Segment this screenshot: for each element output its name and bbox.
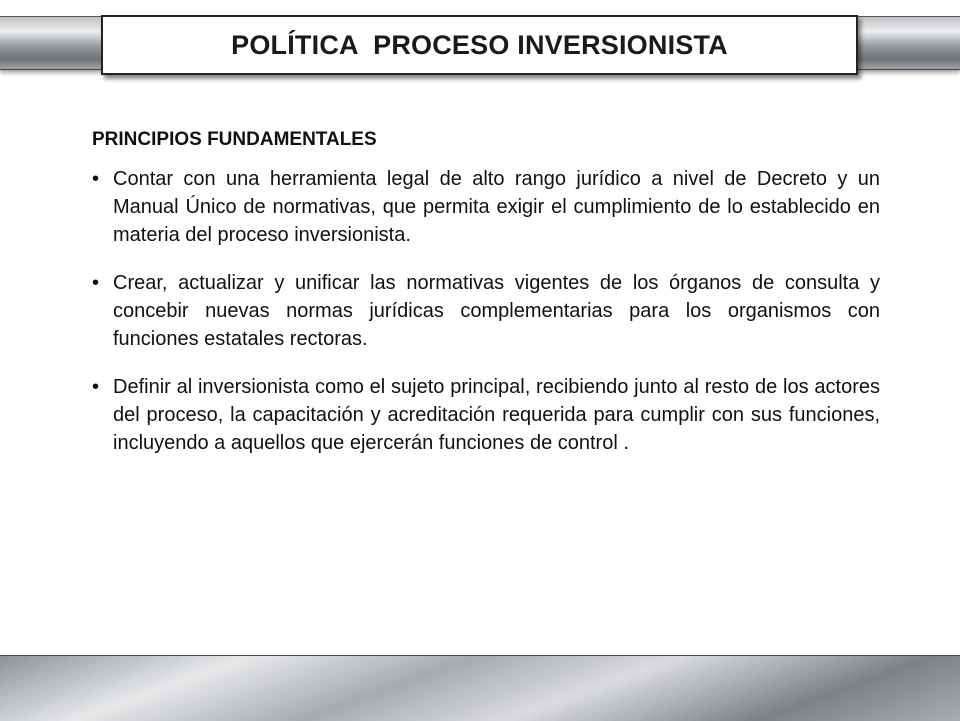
- bullet-text: Definir al inversionista como el sujeto principal, recibiendo junto al resto de los actores del proceso, la capacitación y acreditación requerida para cumplir con sus funciones, incluyendo a aquellos que ejercerán funciones de control .: [113, 376, 880, 454]
- title-box: [101, 15, 858, 75]
- footer-band: [0, 655, 960, 721]
- bullet-dot-icon: •: [92, 168, 100, 190]
- bullet-text: Contar con una herramienta legal de alto rango jurídico a nivel de Decreto y un Manual Único de normativas, que permita exigir el cumplimiento de lo establecido en materia del proceso inversionista.: [113, 168, 880, 246]
- bullet-item: [92, 373, 880, 457]
- bullet-item: [92, 269, 880, 353]
- bullet-dot-icon: •: [92, 272, 100, 294]
- bullet-item: [92, 165, 880, 249]
- section-heading: PRINCIPIOS FUNDAMENTALES: [92, 129, 377, 150]
- slide-title: POLÍTICA PROCESO INVERSIONISTA: [231, 29, 728, 60]
- bullet-dot-icon: •: [92, 376, 100, 398]
- bullet-text: Crear, actualizar y unificar las normativas vigentes de los órganos de consulta y concebir nuevas normas jurídicas complementarias para los organismos con funciones estatales rectoras.: [113, 272, 880, 350]
- slide-content: [92, 126, 880, 477]
